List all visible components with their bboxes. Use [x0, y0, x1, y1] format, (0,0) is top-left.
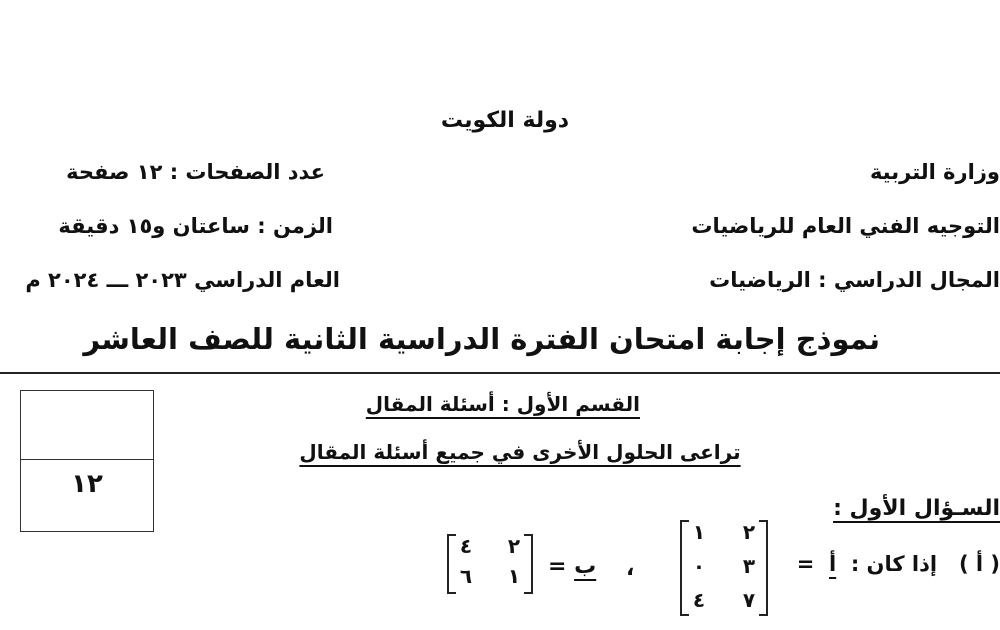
matrix-a-cell: ٧: [742, 588, 756, 612]
exam-title: نموذج إجابة امتحان الفترة الدراسية الثانية للصف العاشر: [83, 322, 880, 356]
equals-b: =: [548, 554, 567, 579]
section-heading: [365, 392, 640, 416]
equals-a: =: [796, 552, 815, 576]
section-heading-text: القسم الأول : أسئلة المقال: [365, 392, 640, 416]
section-note: [290, 440, 750, 464]
ministry-label: وزارة التربية: [869, 160, 1000, 184]
score-box: [20, 390, 154, 532]
directorate-label: التوجيه الفني العام للرياضيات: [691, 214, 1000, 238]
question-heading: [833, 496, 1000, 521]
condition-text: إذا كان :: [850, 552, 938, 576]
part-label: ( أ ): [958, 552, 1000, 576]
matrix-a-cell: ٤: [692, 588, 706, 612]
matrix-a-cell: ٢: [742, 520, 756, 544]
country-title: دولة الكويت: [440, 108, 570, 133]
matrix-a-right-bracket: [759, 520, 768, 616]
pages-count-label: عدد الصفحات : ١٢ صفحة: [66, 160, 325, 184]
matrix-a: [680, 520, 768, 616]
academic-year-label: العام الدراسي ٢٠٢٣ ـــ ٢٠٢٤ م: [25, 268, 340, 292]
duration-label: الزمن : ساعتان و١٥ دقيقة: [58, 214, 333, 238]
matrix-b-cell: ٢: [507, 534, 521, 558]
score-box-divider: [21, 459, 153, 460]
matrix-a-cell: ٣: [742, 554, 756, 578]
matrix-b-right-bracket: [524, 534, 533, 594]
subject-field-label: المجال الدراسي : الرياضيات: [709, 268, 1000, 292]
matrix-b: [447, 534, 533, 594]
question-heading-text: السـؤال الأول :: [833, 496, 1000, 521]
matrix-a-name: أ: [829, 552, 837, 576]
separator: ،: [626, 556, 635, 581]
header-divider: [0, 372, 1000, 374]
matrix-b-cell: ٦: [459, 564, 473, 588]
matrix-b-cell: ٤: [459, 534, 473, 558]
score-value: ١٢: [71, 469, 103, 499]
matrix-b-cell: ١: [507, 564, 521, 588]
matrix-b-label: [548, 554, 596, 579]
matrix-a-cell: ٠: [692, 554, 706, 578]
condition-line: [797, 552, 1000, 576]
matrix-a-cell: ١: [692, 520, 706, 544]
section-note-text: تراعى الحلول الأخرى في جميع أسئلة المقال: [299, 440, 741, 464]
matrix-b-name: ب: [574, 554, 597, 579]
